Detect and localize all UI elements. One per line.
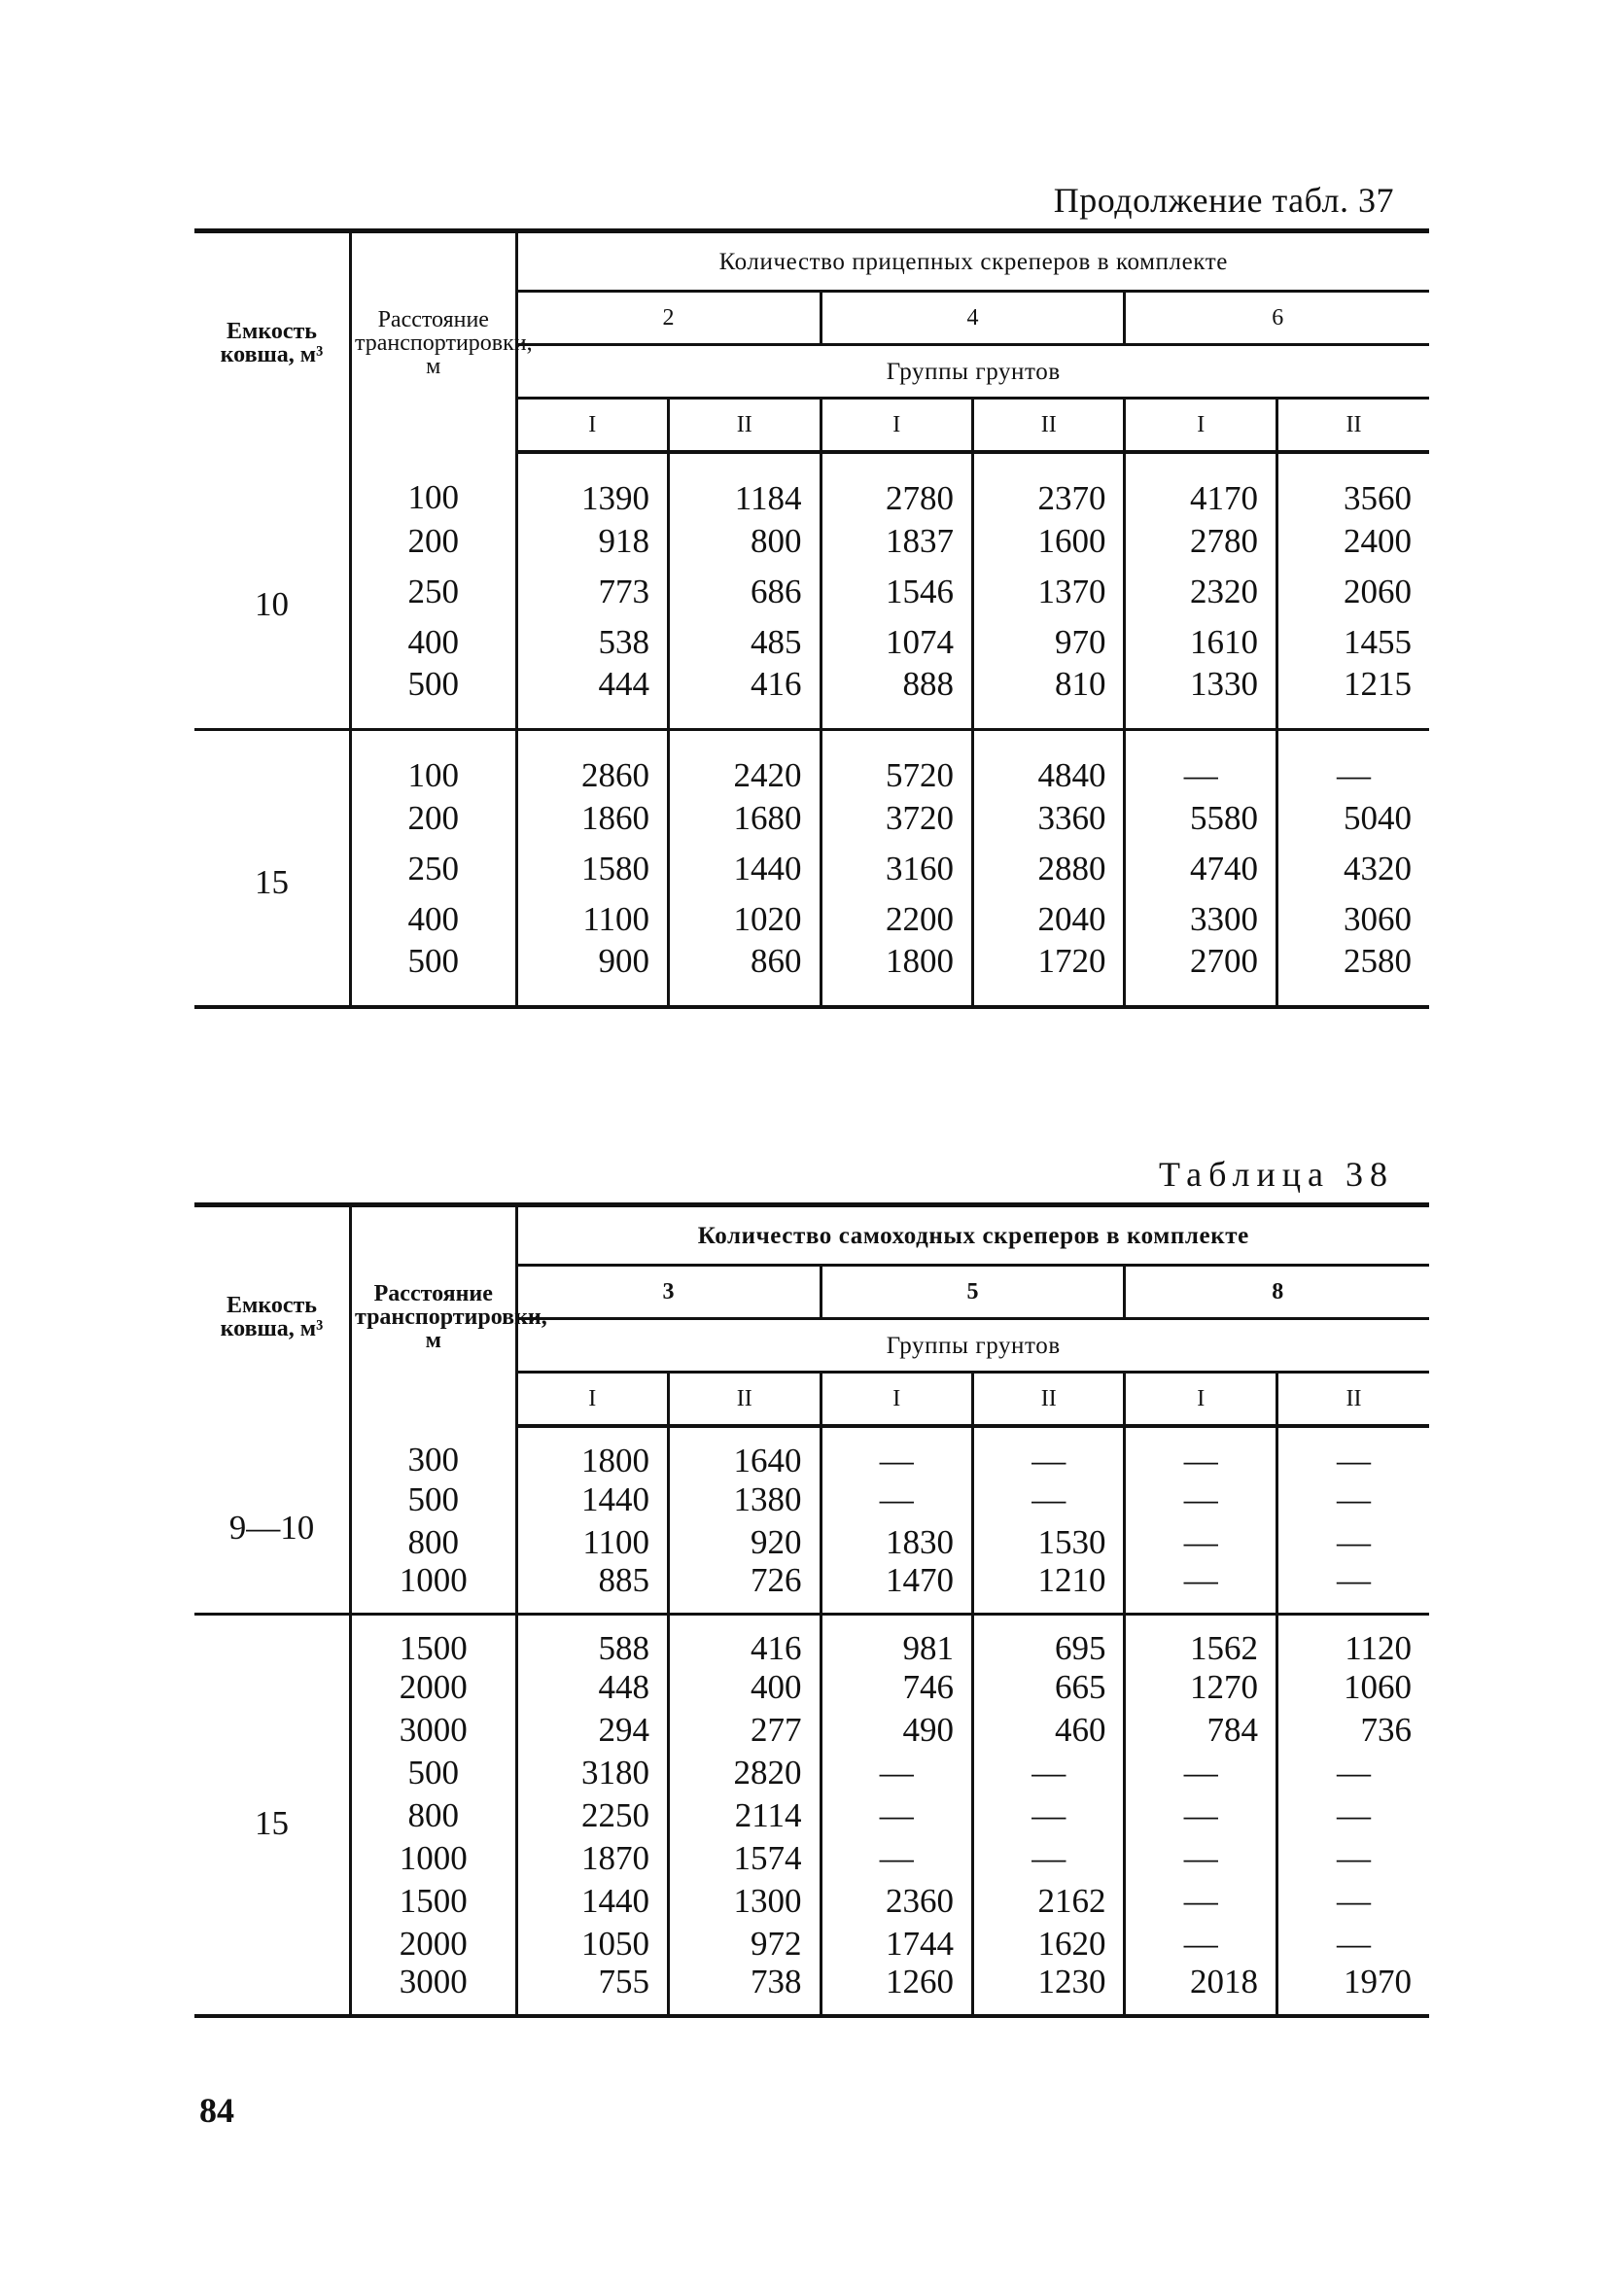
distance-cell: 2000 <box>351 1922 517 1965</box>
table-row <box>194 616 1429 667</box>
value-cell: — <box>1276 1478 1429 1520</box>
value-cell: 1970 <box>1276 1965 1429 2016</box>
value-cell: 738 <box>669 1965 821 2016</box>
value-cell: — <box>1276 1520 1429 1563</box>
value-cell: 538 <box>516 616 668 667</box>
value-cell: 686 <box>669 566 821 616</box>
table-row <box>194 792 1429 843</box>
value-cell: 2162 <box>972 1879 1124 1922</box>
value-cell: 1680 <box>669 792 821 843</box>
distance-cell: 250 <box>351 843 517 893</box>
soil-group-header: I <box>516 1373 668 1427</box>
capacity-cell: 9—10 <box>194 1426 351 1615</box>
value-cell: 1600 <box>972 515 1124 566</box>
value-cell: 1380 <box>669 1478 821 1520</box>
table-row <box>194 1922 1429 1965</box>
value-cell: — <box>1276 730 1429 793</box>
distance-header: Расстояние транспортировки, м <box>351 1205 517 1427</box>
value-cell: 920 <box>669 1520 821 1563</box>
value-cell: — <box>1276 1426 1429 1478</box>
value-cell: 490 <box>821 1708 972 1751</box>
value-cell: 1574 <box>669 1836 821 1879</box>
value-cell: 1215 <box>1276 667 1429 730</box>
value-cell: 4320 <box>1276 843 1429 893</box>
table-row <box>194 1615 1429 1666</box>
value-cell: — <box>1125 1836 1276 1879</box>
value-cell: 918 <box>516 515 668 566</box>
table-row <box>194 1520 1429 1563</box>
value-cell: 2018 <box>1125 1965 1276 2016</box>
distance-header: Расстояние транспортировки, м <box>351 231 517 453</box>
distance-cell: 300 <box>351 1426 517 1478</box>
table-row <box>194 1793 1429 1836</box>
distance-cell: 1000 <box>351 1836 517 1879</box>
value-cell: 416 <box>669 1615 821 1666</box>
value-cell: 773 <box>516 566 668 616</box>
value-cell: 1060 <box>1276 1665 1429 1708</box>
quantity-header: Количество прицепных скреперов в комплекте <box>516 231 1429 292</box>
value-cell: 2320 <box>1125 566 1276 616</box>
value-cell: 3160 <box>821 843 972 893</box>
value-cell: 1230 <box>972 1965 1124 2016</box>
value-cell: 1530 <box>972 1520 1124 1563</box>
distance-cell: 400 <box>351 616 517 667</box>
table-row <box>194 1879 1429 1922</box>
value-cell: 2700 <box>1125 944 1276 1007</box>
value-cell: — <box>1125 1922 1276 1965</box>
value-cell: 2200 <box>821 893 972 944</box>
value-cell: 746 <box>821 1665 972 1708</box>
table-row <box>194 1426 1429 1478</box>
table37-caption: Продолжение табл. 37 <box>1053 181 1394 220</box>
value-cell: — <box>1125 1563 1276 1615</box>
value-cell: 860 <box>669 944 821 1007</box>
value-cell: 277 <box>669 1708 821 1751</box>
value-cell: 665 <box>972 1665 1124 1708</box>
value-cell: 2780 <box>821 452 972 515</box>
value-cell: 1270 <box>1125 1665 1276 1708</box>
count-header: 3 <box>516 1266 821 1319</box>
value-cell: 1870 <box>516 1836 668 1879</box>
value-cell: — <box>1125 730 1276 793</box>
soil-groups-header: Группы грунтов <box>516 1319 1429 1373</box>
table-row <box>194 1965 1429 2016</box>
value-cell: 1184 <box>669 452 821 515</box>
value-cell: 885 <box>516 1563 668 1615</box>
value-cell: 2250 <box>516 1793 668 1836</box>
soil-group-header: II <box>972 1373 1124 1427</box>
value-cell: 755 <box>516 1965 668 2016</box>
value-cell: 726 <box>669 1563 821 1615</box>
value-cell: 2860 <box>516 730 668 793</box>
distance-cell: 200 <box>351 515 517 566</box>
soil-group-header: I <box>1125 1373 1276 1427</box>
value-cell: 2114 <box>669 1793 821 1836</box>
value-cell: 3360 <box>972 792 1124 843</box>
distance-cell: 100 <box>351 730 517 793</box>
capacity-header: Емкость ковша, м³ <box>194 1205 351 1427</box>
value-cell: 1100 <box>516 893 668 944</box>
distance-cell: 3000 <box>351 1965 517 2016</box>
value-cell: 1620 <box>972 1922 1124 1965</box>
distance-cell: 100 <box>351 452 517 515</box>
distance-cell: 400 <box>351 893 517 944</box>
table38 <box>194 1202 1429 2018</box>
table-row <box>194 730 1429 793</box>
count-header: 2 <box>516 292 821 345</box>
value-cell: 2040 <box>972 893 1124 944</box>
value-cell: 970 <box>972 616 1124 667</box>
distance-cell: 1500 <box>351 1879 517 1922</box>
value-cell: — <box>821 1836 972 1879</box>
table37 <box>194 228 1429 1009</box>
value-cell: 1390 <box>516 452 668 515</box>
distance-cell: 800 <box>351 1793 517 1836</box>
value-cell: 1640 <box>669 1426 821 1478</box>
value-cell: 888 <box>821 667 972 730</box>
value-cell: — <box>1276 1922 1429 1965</box>
value-cell: — <box>1276 1879 1429 1922</box>
value-cell: 1074 <box>821 616 972 667</box>
value-cell: 448 <box>516 1665 668 1708</box>
value-cell: 1546 <box>821 566 972 616</box>
table-row <box>194 1478 1429 1520</box>
value-cell: 485 <box>669 616 821 667</box>
table-row <box>194 1665 1429 1708</box>
count-header: 6 <box>1125 292 1429 345</box>
value-cell: 400 <box>669 1665 821 1708</box>
value-cell: 460 <box>972 1708 1124 1751</box>
table-row <box>194 515 1429 566</box>
distance-cell: 500 <box>351 1478 517 1520</box>
value-cell: 2060 <box>1276 566 1429 616</box>
value-cell: 1860 <box>516 792 668 843</box>
value-cell: — <box>1125 1478 1276 1520</box>
value-cell: 784 <box>1125 1708 1276 1751</box>
table-row <box>194 452 1429 515</box>
value-cell: 981 <box>821 1615 972 1666</box>
table-row <box>194 843 1429 893</box>
distance-cell: 200 <box>351 792 517 843</box>
value-cell: — <box>1276 1563 1429 1615</box>
value-cell: 4840 <box>972 730 1124 793</box>
value-cell: 1470 <box>821 1563 972 1615</box>
value-cell: — <box>821 1751 972 1793</box>
value-cell: 695 <box>972 1615 1124 1666</box>
value-cell: 900 <box>516 944 668 1007</box>
value-cell: 1455 <box>1276 616 1429 667</box>
value-cell: 736 <box>1276 1708 1429 1751</box>
value-cell: 972 <box>669 1922 821 1965</box>
value-cell: 1580 <box>516 843 668 893</box>
soil-group-header: II <box>1276 1373 1429 1427</box>
distance-cell: 500 <box>351 667 517 730</box>
value-cell: 1720 <box>972 944 1124 1007</box>
distance-cell: 500 <box>351 944 517 1007</box>
soil-group-header: I <box>516 399 668 453</box>
distance-cell: 1000 <box>351 1563 517 1615</box>
value-cell: 5720 <box>821 730 972 793</box>
value-cell: — <box>1276 1751 1429 1793</box>
value-cell: 1300 <box>669 1879 821 1922</box>
value-cell: 3060 <box>1276 893 1429 944</box>
table-row <box>194 1708 1429 1751</box>
value-cell: — <box>972 1426 1124 1478</box>
value-cell: 3720 <box>821 792 972 843</box>
value-cell: 2820 <box>669 1751 821 1793</box>
soil-group-header: I <box>821 399 972 453</box>
quantity-header: Количество самоходных скреперов в комплекте <box>516 1205 1429 1266</box>
table-row <box>194 1563 1429 1615</box>
value-cell: 1440 <box>669 843 821 893</box>
value-cell: 2360 <box>821 1879 972 1922</box>
table-row <box>194 893 1429 944</box>
value-cell: 1020 <box>669 893 821 944</box>
table-row <box>194 944 1429 1007</box>
value-cell: 2580 <box>1276 944 1429 1007</box>
capacity-cell: 10 <box>194 452 351 730</box>
value-cell: 1260 <box>821 1965 972 2016</box>
capacity-cell: 15 <box>194 730 351 1008</box>
value-cell: — <box>972 1478 1124 1520</box>
value-cell: — <box>821 1793 972 1836</box>
table-row <box>194 667 1429 730</box>
count-header: 5 <box>821 1266 1125 1319</box>
value-cell: 810 <box>972 667 1124 730</box>
soil-group-header: II <box>972 399 1124 453</box>
value-cell: 416 <box>669 667 821 730</box>
value-cell: 1800 <box>516 1426 668 1478</box>
value-cell: 2370 <box>972 452 1124 515</box>
value-cell: — <box>1125 1793 1276 1836</box>
value-cell: — <box>1125 1520 1276 1563</box>
soil-group-header: I <box>1125 399 1276 453</box>
soil-group-header: II <box>669 1373 821 1427</box>
table-row <box>194 1836 1429 1879</box>
distance-cell: 800 <box>351 1520 517 1563</box>
value-cell: — <box>1125 1426 1276 1478</box>
soil-group-header: II <box>1276 399 1429 453</box>
value-cell: — <box>821 1478 972 1520</box>
value-cell: — <box>1276 1836 1429 1879</box>
value-cell: 1830 <box>821 1520 972 1563</box>
value-cell: — <box>1125 1879 1276 1922</box>
count-header: 8 <box>1125 1266 1429 1319</box>
value-cell: — <box>821 1426 972 1478</box>
value-cell: 1562 <box>1125 1615 1276 1666</box>
value-cell: 3180 <box>516 1751 668 1793</box>
value-cell: 1100 <box>516 1520 668 1563</box>
capacity-header: Емкость ковша, м³ <box>194 231 351 453</box>
soil-group-header: II <box>669 399 821 453</box>
page-number: 84 <box>199 2091 234 2130</box>
value-cell: 1440 <box>516 1478 668 1520</box>
value-cell: 3300 <box>1125 893 1276 944</box>
distance-cell: 3000 <box>351 1708 517 1751</box>
value-cell: 588 <box>516 1615 668 1666</box>
value-cell: 2780 <box>1125 515 1276 566</box>
table-row <box>194 1751 1429 1793</box>
capacity-cell: 15 <box>194 1615 351 2017</box>
value-cell: 2400 <box>1276 515 1429 566</box>
value-cell: — <box>1125 1751 1276 1793</box>
value-cell: 1330 <box>1125 667 1276 730</box>
value-cell: 1210 <box>972 1563 1124 1615</box>
value-cell: — <box>972 1793 1124 1836</box>
value-cell: 1440 <box>516 1879 668 1922</box>
value-cell: 2880 <box>972 843 1124 893</box>
value-cell: 444 <box>516 667 668 730</box>
value-cell: 1050 <box>516 1922 668 1965</box>
distance-cell: 250 <box>351 566 517 616</box>
value-cell: 1837 <box>821 515 972 566</box>
value-cell: 1744 <box>821 1922 972 1965</box>
value-cell: — <box>972 1751 1124 1793</box>
table38-caption: Таблица 38 <box>1159 1155 1394 1194</box>
distance-cell: 1500 <box>351 1615 517 1666</box>
value-cell: — <box>1276 1793 1429 1836</box>
value-cell: 1800 <box>821 944 972 1007</box>
value-cell: 4740 <box>1125 843 1276 893</box>
soil-group-header: I <box>821 1373 972 1427</box>
value-cell: 800 <box>669 515 821 566</box>
distance-cell: 2000 <box>351 1665 517 1708</box>
soil-groups-header: Группы грунтов <box>516 345 1429 399</box>
value-cell: 1120 <box>1276 1615 1429 1666</box>
value-cell: 3560 <box>1276 452 1429 515</box>
count-header: 4 <box>821 292 1125 345</box>
distance-cell: 500 <box>351 1751 517 1793</box>
value-cell: 5580 <box>1125 792 1276 843</box>
value-cell: 2420 <box>669 730 821 793</box>
table-row <box>194 566 1429 616</box>
value-cell: — <box>972 1836 1124 1879</box>
value-cell: 1370 <box>972 566 1124 616</box>
value-cell: 5040 <box>1276 792 1429 843</box>
value-cell: 1610 <box>1125 616 1276 667</box>
value-cell: 294 <box>516 1708 668 1751</box>
value-cell: 4170 <box>1125 452 1276 515</box>
